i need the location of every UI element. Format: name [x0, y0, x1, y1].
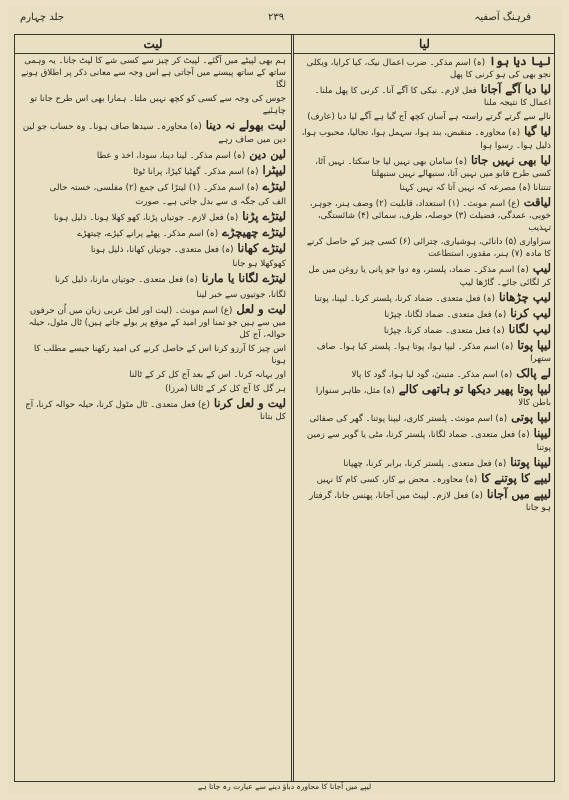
entry-headword: لیپنا	[533, 426, 551, 441]
page-footer-note: لیپے میں آجانا کا محاورہ دباؤ دینے سے عبارت رہ جاتا ہے	[197, 782, 372, 791]
entry-definition: جوس کی وجہ سے کسی کو کچھ نہیں ملتا۔ ہمارا بھی اس طرح جانا تو چاہئیے	[30, 94, 286, 117]
entry-headword: لیتڑے پڑنا	[242, 209, 286, 224]
entry-headword: لیپا پوتی	[511, 410, 551, 425]
dictionary-entry	[21, 55, 286, 91]
entry-headword: لیتڑے کھانا	[237, 241, 286, 256]
left-column	[21, 55, 286, 777]
entry-headword: لیاقت	[523, 194, 551, 209]
dictionary-entry	[21, 196, 286, 208]
entry-definition: (ہ) اسم مونث۔ پلستر کاری، لیپنا پوتنا۔ گھر کی صفائی	[309, 414, 508, 425]
entry-definition: اور بہانہ کرنا۔ اس کے بعد آج کل کر کے ٹالنا	[129, 370, 286, 381]
entry-definition: الف کی جگہ ی سے بدل جاتی ہے۔ صورت	[135, 196, 286, 207]
entry-headword: لیتڑے	[262, 178, 286, 193]
entry-headword: لیت و لعل	[236, 301, 286, 316]
right-column	[299, 55, 551, 777]
dictionary-entry	[21, 164, 286, 178]
left-column-heading: لیت	[15, 35, 291, 54]
right-column-heading: لیا	[294, 35, 555, 54]
entry-headword: لیپٹرا	[262, 162, 286, 177]
entry-definition: (ہ) فعل متعدی۔ ضماد کرنا، چپڑنا	[383, 325, 505, 336]
column-divider	[291, 35, 294, 781]
entry-definition: (ہ) فعل لازم۔ لپیٹ میں آجانا، پھنس جانا، گرفتار ہو جانا	[309, 490, 551, 513]
dictionary-entry	[21, 272, 286, 286]
entry-definition: (ہ) محاورہ۔ سیدھا صاف ہونا۔ وہ حساب جو لین دین میں صاف رہے	[22, 122, 286, 145]
entry-headword: لیپ لگانا	[508, 321, 551, 336]
entry-definition: (ہ) فعل متعدی۔ جوتیاں کھانا، ذلیل ہونا	[90, 245, 234, 256]
page-number: ۲۳۹	[268, 12, 285, 23]
entry-headword: لین دین	[249, 146, 286, 161]
entry-definition: (ہ) اسم مذکر۔ گھٹیا کپڑا، پرانا ٹوٹا	[133, 166, 259, 177]
entry-definition: ہر گل کا آج کل کر کے ٹالنا (مرزا)	[165, 384, 286, 395]
dictionary-entry	[299, 472, 551, 486]
book-title: فرہنگ آصفیہ	[474, 12, 531, 23]
dictionary-entry	[299, 125, 551, 151]
entry-headword: لیت بھولے نہ دینا	[205, 118, 286, 133]
dictionary-entry	[299, 456, 551, 470]
entry-headword: لیا دیا آگے آجانا	[480, 82, 551, 97]
dictionary-entry	[21, 180, 286, 194]
dictionary-entry	[299, 488, 551, 514]
dictionary-entry	[299, 83, 551, 109]
dictionary-entry	[299, 367, 551, 381]
entry-definition: (ہ) اسم مذکر۔ (۱) لیتڑا کی جمع (۲) مفلسی، خستہ حالی	[49, 182, 259, 193]
entry-definition: نالے سے گرتے گرتے راستہ ہے آسان کچھ آج گیا ہے آگے لیا دیا (عارف)	[307, 112, 551, 123]
entry-definition: (ہ) فعل متعدی۔ جوتیاں مارنا، ذلیل کرنا	[55, 275, 198, 286]
entry-headword: لیپے کا پوتنے کا	[481, 470, 551, 485]
dictionary-entry	[21, 343, 286, 367]
entry-headword: لیا دیا ہوا	[489, 55, 551, 68]
entry-definition: (ہ) اسم مذکر۔ متبنیٰ، گود لیا ہوا، گود کا پالا	[351, 370, 513, 381]
dictionary-entry	[299, 154, 551, 180]
entry-headword: لیپے میں آجانا	[486, 486, 551, 501]
dictionary-entry	[299, 427, 551, 453]
dictionary-entry	[21, 369, 286, 381]
entry-definition: لگانا، جوتیوں سے خبر لینا	[196, 289, 286, 300]
entry-definition: (ہ) سامان بھی نہیں لیا جا سکتا۔ نہیں آٹا، کسی طرح قابو میں نہیں آتا، سنبھالے نہیں سنبھلتا	[315, 156, 551, 179]
dictionary-entry	[21, 148, 286, 162]
page-frame	[14, 34, 555, 782]
entry-headword: لیت و لعل کرنا	[213, 396, 286, 411]
entry-definition: (ہ) فعل متعدی۔ ضماد کرنا، پلستر کرنا۔ لیپنا، پوتنا	[314, 293, 495, 304]
dictionary-entry	[21, 303, 286, 341]
entry-definition: (ع) اسم مونث۔ (لیت اور لعل عربی زبان میں اُن حرفوں میں سے ہیں جو تمنا اور امید کے موقع پر بولے جاتے ہیں) ٹال مٹول، حیلہ حوالہ، آج کل	[28, 305, 286, 340]
entry-definition: (ہ) فعل متعدی۔ ضماد لگانا، چپڑنا	[384, 309, 507, 320]
entry-definition: (ع) اسم مونث۔ (۱) استعداد، قابلیت (۲) وصف ہنر، جوہر، خوبی، عمدگی، فضیلت (۳) حوصلہ، ظرف، سمائی (۴) شائستگی، تہذیب	[309, 198, 551, 234]
entry-definition: (ہ) محاورہ۔ محض بے کار، کسی کام کا نہیں	[316, 474, 478, 485]
dictionary-entry	[299, 196, 551, 234]
entry-headword: لیپ	[532, 261, 551, 276]
entry-headword: لیا بھی نہیں جاتا	[470, 152, 551, 167]
entry-headword: لیپنا پوتنا	[510, 454, 551, 469]
dictionary-entry	[21, 258, 286, 270]
volume-label: جلد چہارم	[20, 12, 65, 23]
entry-headword: لیا گیا	[524, 124, 551, 139]
dictionary-entry	[21, 119, 286, 145]
dictionary-entry	[299, 383, 551, 409]
entry-definition: (ہ) اسم مذکر۔ لیپا ہوا، پوتا ہوا۔ پلستر کیا ہوا۔ صاف ستھرا	[316, 341, 551, 364]
entry-headword: لیپ چڑھانا	[499, 289, 551, 304]
dictionary-entry	[21, 210, 286, 224]
dictionary-entry	[299, 291, 551, 305]
entry-headword: لیپا پوتا پھیر دیکھا تو ہاتھی کالے	[398, 382, 551, 397]
entry-headword: لے پالک	[516, 366, 551, 381]
entry-definition: کھوکھلا ہو جانا	[232, 259, 286, 270]
entry-definition: (ہ) محاورہ۔ منقبض، بند ہوا، سہمل ہوا، تجالیا، محبوب ہوا، ذلیل ہوا۔ رسوا ہوا	[301, 128, 551, 151]
entry-definition: (ع) فعل متعدی۔ ٹال مٹول کرنا، حیلہ حوالہ کرنا، آج کل بتانا	[25, 400, 286, 423]
entry-definition: (ہ) اسم مذکر۔ ضرب اعمال نیک، کیا کرایا، ویکلی نجو بھی کی ہو کرنی کا پھل	[306, 58, 551, 81]
dictionary-entry	[299, 236, 551, 260]
dictionary-entry	[299, 411, 551, 425]
dictionary-entry	[299, 111, 551, 123]
dictionary-page	[8, 6, 561, 794]
dictionary-entry	[21, 289, 286, 301]
entry-definition: تنتنانا (ہ) مصرعہ کہ نہیں آتا کہ نہیں کہنا	[399, 182, 551, 193]
entry-definition: سزاواری (۵) دانائی، ہوشیاری، چترائی (۶) کسی چیز کے حاصل کرنے کا مادہ (۷) ہنر، مقدور، استطاعت	[306, 237, 551, 260]
entry-headword: لیپا پوتا	[517, 337, 551, 352]
dictionary-entry	[299, 55, 551, 81]
dictionary-entry	[21, 397, 286, 423]
entry-headword: لیتڑے لگانا یا مارنا	[201, 271, 286, 286]
entry-definition: (ہ) فعل لازم۔ جوتیاں پڑنا، کھو کھلا ہونا۔ ذلیل ہونا	[53, 213, 239, 224]
entry-definition: ہم بھی لپیٹے میں آگئے۔ لپیٹ کر چیز سے کسی شے کا لپٹ جانا۔ یہ وہمی ساتھ کے ساتھ پیسنے میں آجاتی ہے اس وجہ سے معانی ذکر پر اطلاق ہونے لگا	[21, 56, 286, 91]
entry-headword: لیپ کرنا	[510, 305, 551, 320]
entry-definition: (ہ) فعل متعدی۔ ضماد لگانا، پلستر کرنا، مٹی یا گوبر سے زمین پوتنا	[306, 430, 551, 453]
dictionary-entry	[21, 93, 286, 117]
dictionary-entry	[299, 262, 551, 288]
dictionary-entry	[299, 182, 551, 194]
entry-definition: (ہ) اسم مذکر۔ پھٹے پرانے کپڑے، چیتھڑے	[77, 229, 219, 240]
entry-definition: (ہ) مثل، ظاہر سنوارا باطن کالا	[315, 386, 551, 409]
entry-definition: (ہ) اسم مذکر۔ ضماد، پلستر، وہ دوا جو پانی یا روغن میں مل کر لگائی جائے۔ گاڑھا لیپ	[308, 265, 551, 288]
dictionary-entry	[299, 323, 551, 337]
dictionary-entry	[21, 226, 286, 240]
entry-definition: فعل لازم۔ نیکی کا آگے آنا۔ کرنی کا پھل ملنا۔ اعمال کا نتیجہ ملنا	[314, 86, 551, 109]
entry-definition: اس چیز کا آرزو کرنا اس کے حاصل کرنے کی امید رکھنا جیسے مطلب کا ہونا	[33, 343, 286, 366]
dictionary-entry	[21, 242, 286, 256]
entry-definition: (ہ) فعل متعدی۔ پلستر کرنا، برابر کرنا، چھپانا	[343, 458, 507, 469]
entry-headword: لیتڑے چھیچڑے	[222, 225, 286, 240]
entry-definition: (ہ) اسم مذکر۔ لینا دینا، سودا، اخذ و عطا	[96, 150, 246, 161]
running-header	[8, 6, 561, 28]
dictionary-entry	[21, 383, 286, 395]
dictionary-entry	[299, 339, 551, 365]
dictionary-entry	[299, 307, 551, 321]
